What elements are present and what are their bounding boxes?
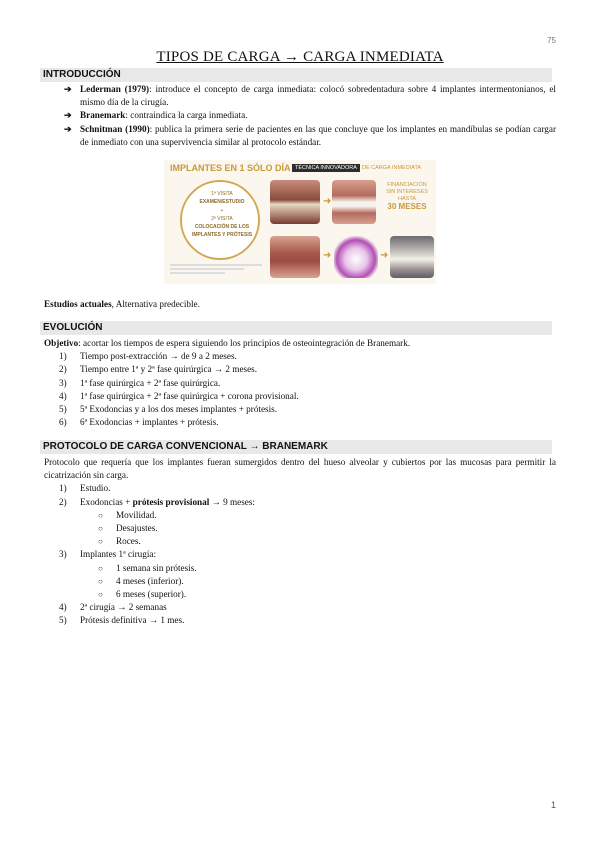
stamp-text: FINANCIACIÓN — [387, 182, 427, 188]
figure-title: IMPLANTES EN 1 SÓLO DÍA — [170, 163, 291, 173]
author-name: Lederman (1979) — [80, 84, 150, 94]
list-item — [44, 601, 556, 614]
list-item-text: 1ª fase quirúrgica + 2ª fase quirúrgica + corona provisional. — [80, 390, 299, 401]
list-item — [44, 109, 556, 122]
bullet-circle-icon: ○ — [98, 524, 103, 534]
protocol-intro: Protocolo que requería que los implantes fueran sumergidos dentro del hueso alveolar y cubiertos por las mucosas para permitir la cicatrización sin carga. — [44, 457, 556, 481]
circle-text: IMPLANTES Y PRÓTESIS — [191, 232, 253, 238]
list-number: 3) — [59, 549, 67, 560]
sub-item-text: 4 meses (inferior). — [116, 575, 184, 586]
list-item — [44, 363, 556, 376]
circle-text: 2ª VISITA — [211, 216, 233, 222]
list-item-text: 5ª Exodoncias y a los dos meses implantes + prótesis. — [80, 404, 278, 415]
list-item — [44, 350, 556, 363]
list-item — [44, 614, 556, 627]
figure-badge-subtitle: DE CARGA INMEDIATA — [362, 165, 422, 171]
current-studies-text: , Alternativa predecible. — [111, 299, 200, 309]
author-name: Schnitman (1990) — [80, 123, 150, 134]
list-item — [44, 403, 556, 416]
sub-item-text: 1 semana sin prótesis. — [116, 562, 197, 573]
sub-item — [44, 588, 556, 601]
list-number: 1) — [59, 351, 67, 362]
list-item — [44, 416, 556, 429]
current-studies-line — [44, 298, 556, 311]
visit-circle — [180, 180, 260, 260]
objective-label: Objetivo — [44, 338, 79, 348]
list-item-text: Estudio. — [80, 483, 111, 494]
page-number-top: 75 — [547, 36, 556, 45]
page-title: TIPOS DE CARGA → CARGA INMEDIATA — [156, 49, 444, 65]
patient-photo-after — [332, 180, 376, 224]
list-item-text: → 9 meses: — [209, 496, 255, 507]
bullet-circle-icon: ○ — [98, 576, 103, 586]
list-item-text: 2ª cirugía → 2 semanas — [80, 602, 167, 613]
circle-text: EXAMEN/ESTUDIO — [199, 199, 245, 205]
list-item — [44, 83, 556, 109]
sub-item-text: Roces. — [116, 536, 141, 547]
list-item — [44, 390, 556, 403]
arrow-right-icon: ➜ — [380, 250, 389, 261]
list-number: 4) — [59, 390, 67, 401]
list-number: 6) — [59, 417, 67, 428]
arrow-icon: ➔ — [64, 84, 72, 94]
prosthesis-illustration — [334, 236, 378, 278]
section-heading-intro: INTRODUCCIÓN — [40, 68, 552, 82]
sub-item — [44, 522, 556, 535]
list-item-text: Exodoncias + — [80, 496, 133, 507]
intro-list — [44, 83, 556, 149]
list-item-text: Tiempo post-extracción → de 9 a 2 meses. — [80, 351, 237, 362]
author-name: Branemark — [80, 110, 126, 121]
arrow-right-icon: ➜ — [323, 250, 332, 261]
bullet-circle-icon: ○ — [98, 510, 103, 520]
implants-infographic — [164, 160, 436, 284]
list-item-text: : introduce el concepto de carga inmediata: colocó sobredentadura sobre 4 implantes intermentonianos, el mismo día de la cirugía. — [80, 84, 556, 108]
sub-item — [44, 535, 556, 548]
list-item-text: : contraindica la carga inmediata. — [125, 110, 248, 121]
list-item-text: 1ª fase quirúrgica + 2ª fase quirúrgica. — [80, 377, 221, 388]
financing-stamp — [384, 182, 430, 222]
list-item-bold: prótesis provisional — [132, 496, 210, 507]
page-number-bottom: 1 — [550, 800, 556, 810]
list-item-text: 6ª Exodoncias + implantes + prótesis. — [80, 417, 219, 428]
list-number: 3) — [59, 377, 67, 388]
list-number: 2) — [59, 364, 67, 375]
figure-badge: TÉCNICA INNOVADORA — [292, 164, 360, 172]
arrow-icon: ➔ — [64, 110, 72, 121]
bullet-circle-icon: ○ — [98, 537, 103, 547]
list-number: 5) — [59, 615, 67, 626]
patient-photo-final — [390, 236, 434, 278]
patient-photo-before — [270, 180, 320, 224]
sub-item — [44, 509, 556, 522]
bullet-circle-icon: ○ — [98, 563, 103, 573]
stamp-text: SIN INTERESES — [386, 189, 428, 195]
list-number: 4) — [59, 602, 67, 613]
current-studies-label: Estudios actuales — [44, 299, 112, 309]
list-item — [44, 482, 556, 495]
sub-item-text: 6 meses (superior). — [116, 589, 187, 600]
section-heading-evolucion: EVOLUCIÓN — [40, 321, 552, 335]
list-item-text: Implantes 1ª cirugía: — [80, 549, 157, 560]
list-item — [44, 548, 556, 601]
objective-line — [44, 337, 556, 350]
evolucion-body — [44, 337, 556, 429]
circle-text: + — [220, 208, 224, 214]
list-number: 2) — [59, 496, 67, 507]
figure-footnote — [170, 264, 262, 274]
section-heading-protocolo: PROTOCOLO DE CARGA CONVENCIONAL → BRANEMARK — [40, 440, 552, 454]
sub-item-text: Desajustes. — [116, 523, 158, 534]
stamp-text: 30 MESES — [387, 202, 427, 211]
arrow-icon: ➔ — [64, 123, 72, 134]
sub-item-text: Movilidad. — [116, 509, 157, 520]
list-item-text: Tiempo entre 1ª y 2ª fase quirúrgica → 2 meses. — [80, 364, 258, 375]
patient-photo-edentulous — [270, 236, 320, 278]
objective-text: : acortar los tiempos de espera siguiendo los principios de osteointegración de Branemark. — [78, 338, 411, 348]
protocolo-body — [44, 456, 556, 628]
list-item — [44, 377, 556, 390]
circle-text: COLOCACIÓN DE LOS — [194, 224, 250, 230]
list-number: 1) — [59, 483, 67, 494]
sub-item — [44, 562, 556, 575]
bullet-circle-icon: ○ — [98, 590, 103, 600]
list-item — [44, 496, 556, 549]
list-item-text: : publica la primera serie de pacientes en las que concluye que los implantes en mandíbulas se podían cargar de inmediato con una supervivencia similar al protocolo estándar. — [80, 123, 557, 147]
list-number: 5) — [59, 404, 67, 415]
sub-item — [44, 575, 556, 588]
arrow-right-icon: ➜ — [323, 196, 332, 207]
stamp-text: HASTA — [398, 196, 416, 202]
list-item — [44, 123, 556, 149]
circle-text: 1ª VISITA — [211, 191, 233, 197]
list-item-text: Prótesis definitiva → 1 mes. — [80, 615, 185, 626]
